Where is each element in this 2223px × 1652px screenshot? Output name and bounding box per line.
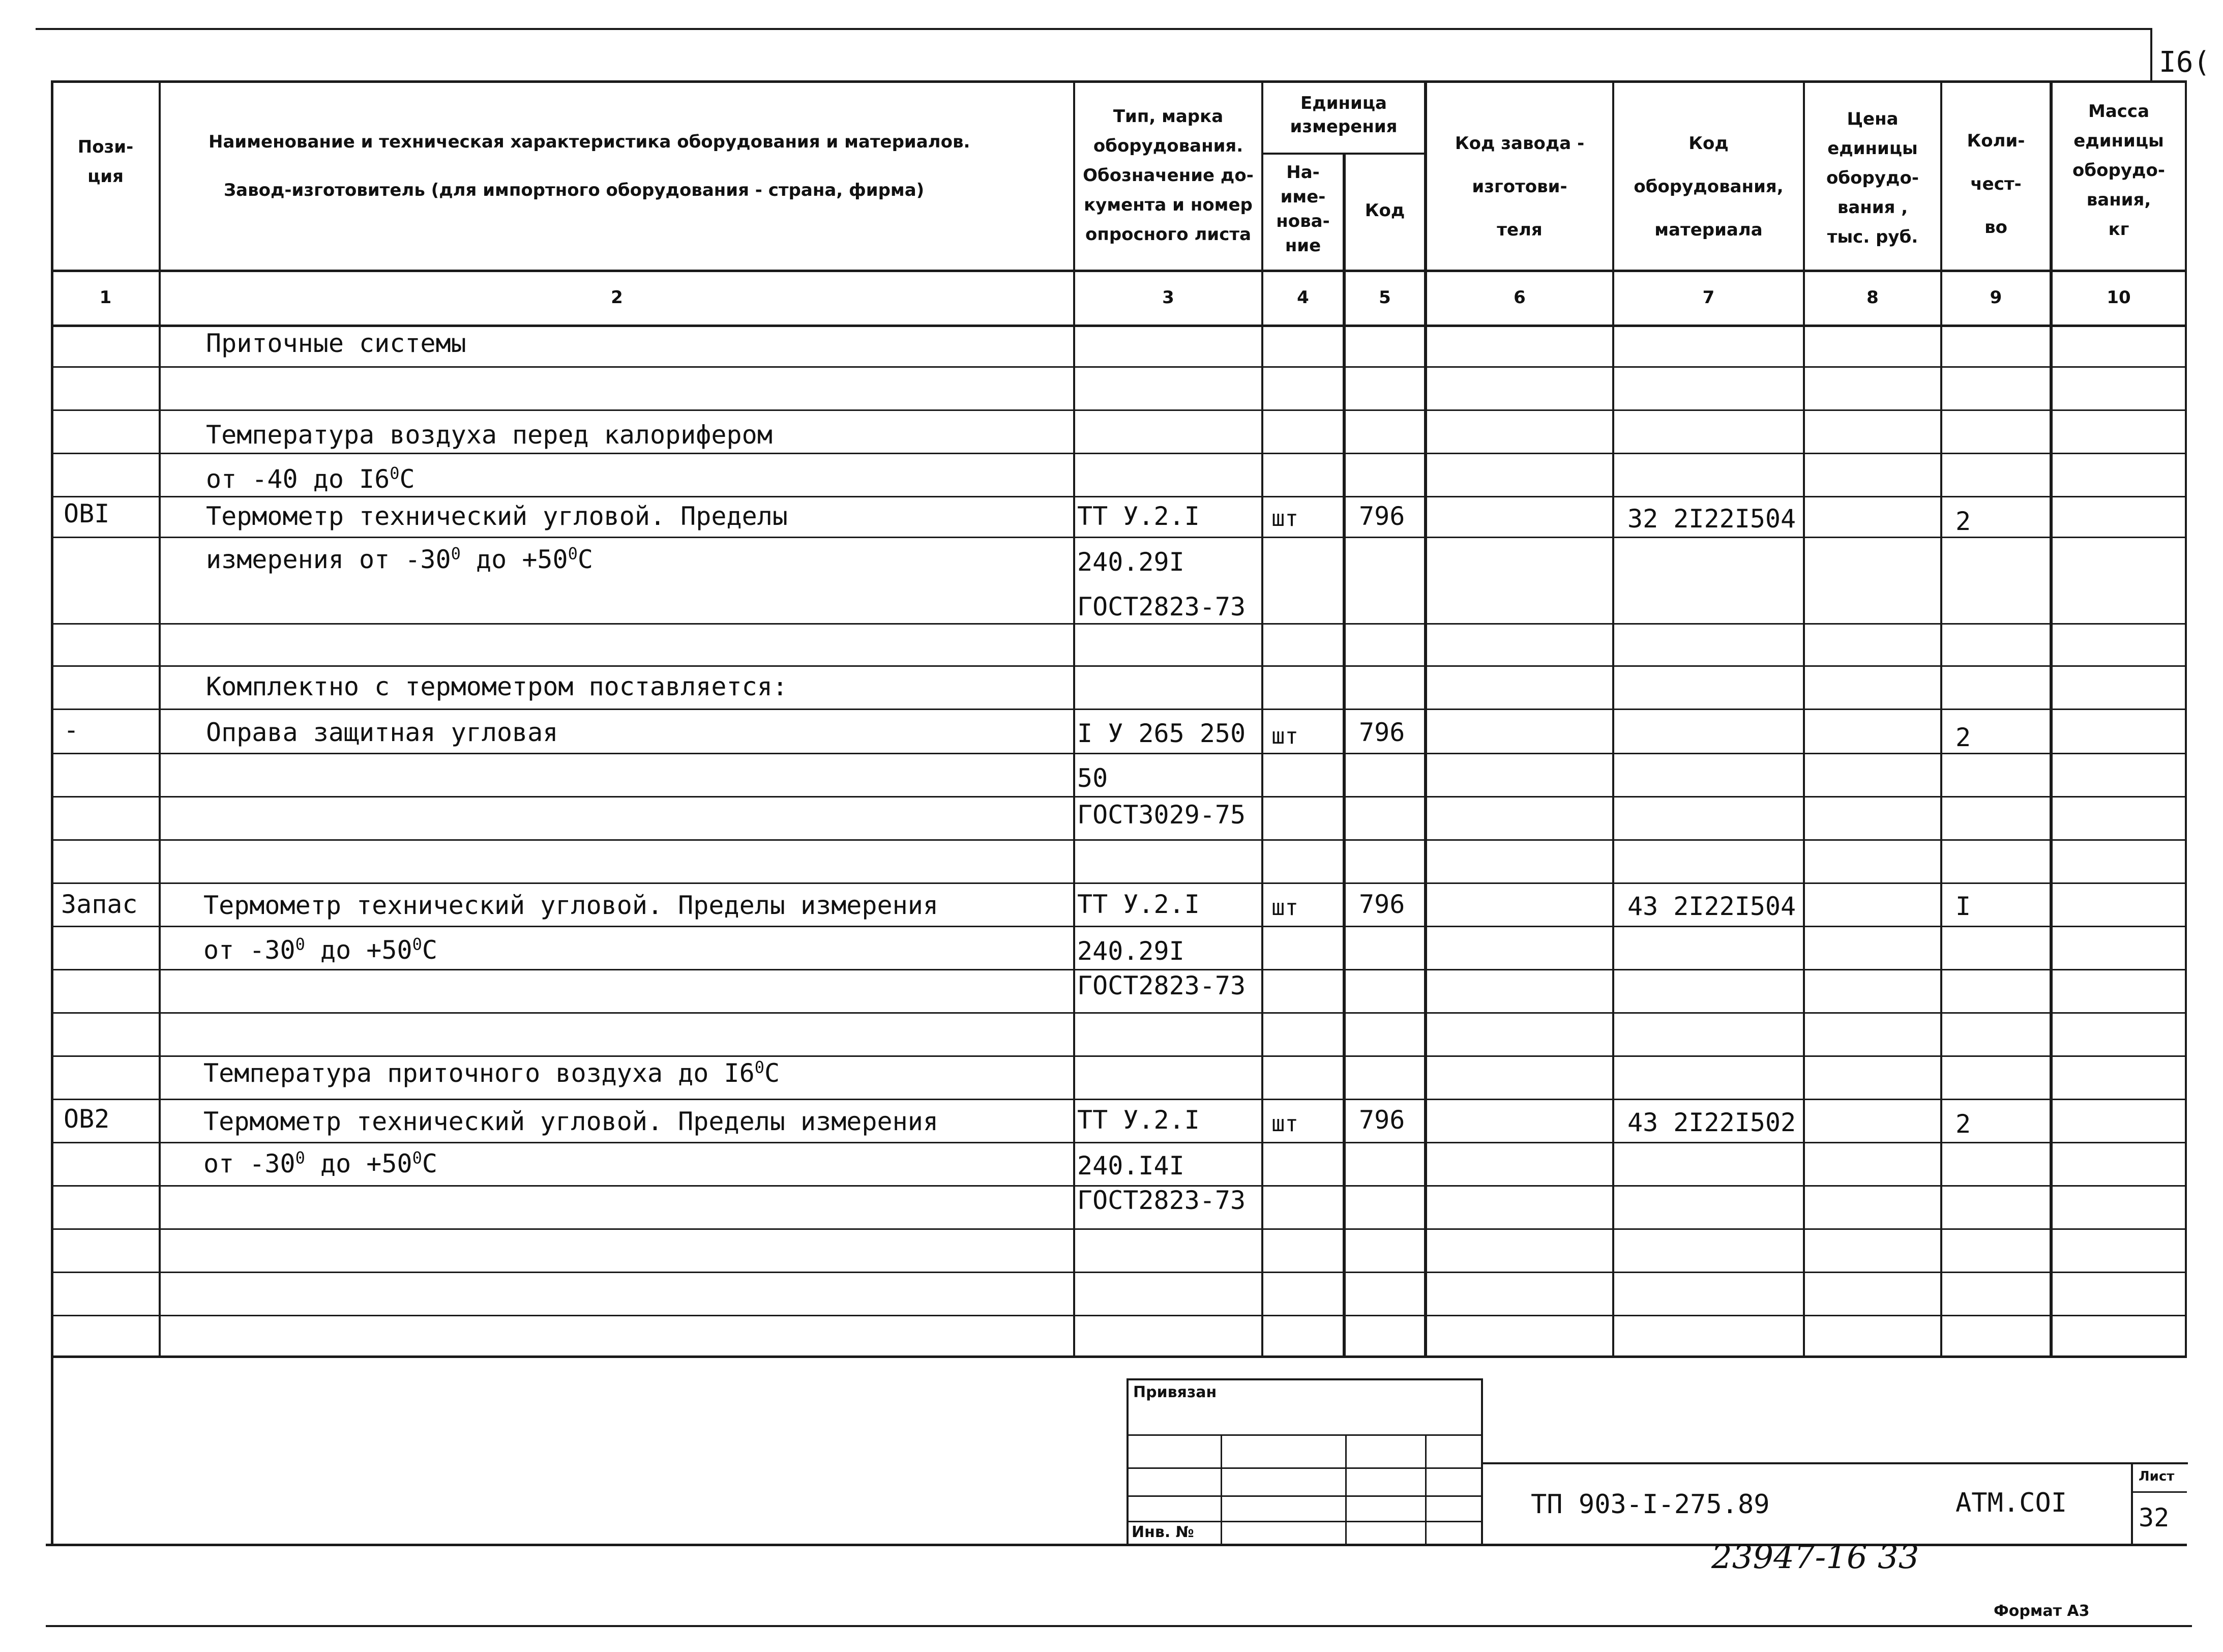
row-line [51,1272,2187,1273]
unit-name: шт [1271,723,1298,749]
table-body-bottom-line [51,1355,2187,1358]
type-mark: ТТ У.2.I [1077,890,1200,919]
colnum-bottom-line [51,324,2187,327]
item-name: Оправа защитная угловая [206,718,558,747]
row-line [51,366,2187,368]
type-mark: 240.I4I [1077,1151,1184,1181]
top-border-line [36,28,2151,30]
col-line-5 [1424,80,1427,1357]
row-line [51,839,2187,841]
supplied-with-note: Комплектно с термометром поставляется: [206,672,788,701]
item-name-cont: измерения от $-30^0$ до $+50^0C$ [206,544,593,574]
row-line [51,537,2187,538]
header-equipment-code: Код оборудования, материала [1634,133,1784,240]
row-line [51,1012,2187,1014]
unit-name: шт [1271,895,1298,921]
colnum-7: 7 [1702,287,1715,308]
standard: ГОСТ2823-73 [1077,1186,1246,1215]
position-dash: - [64,715,79,745]
standard: ГОСТ3029-75 [1077,800,1246,830]
row-line [51,623,2187,625]
page-number-box-left [2150,28,2152,81]
sheet-box-left [2131,1462,2133,1546]
position-ov2: ОВ2 [64,1104,110,1134]
col-line-2 [1073,80,1075,1357]
col-line-1 [159,80,161,1357]
subsection-supply-air-temp: Температура приточного воздуха до $I6^0C$ [203,1057,780,1088]
header-unit-group: Единица измерения [1290,93,1398,137]
privyazan-label: Привязан [1133,1383,1217,1401]
standard: ГОСТ2823-73 [1077,971,1246,1000]
position-ov1: ОВI [64,499,110,528]
row-line [51,496,2187,497]
standard: ГОСТ2823-73 [1077,592,1246,622]
quantity: 2 [1955,507,1971,536]
colnum-5: 5 [1379,287,1391,308]
header-name-line2: Завод-изготовитель (для импортного оборудования - страна, фирма) [224,180,925,200]
col-line-3 [1261,80,1263,1357]
type-mark: 240.29I [1077,547,1184,577]
header-manufacturer-code: Код завода - изготови- теля [1455,133,1585,240]
quantity: 2 [1955,723,1971,752]
range-text: от -40 до $I6^0C$ [206,463,415,494]
header-type: Тип, марка оборудования. Обозначение до- кумента и номер опросного листа [1083,106,1254,245]
row-line [51,1142,2187,1143]
stamp-col-line [1425,1434,1427,1545]
equipment-code: 43 2I22I502 [1627,1108,1796,1137]
inventory-number-label: Инв. № [1132,1523,1194,1541]
colnum-4: 4 [1297,287,1309,308]
col-line-8 [1940,80,1942,1357]
type-mark: ТТ У.2.I [1077,501,1200,531]
row-line [51,926,2187,927]
unit-code: 796 [1359,1105,1405,1135]
unit-code: 796 [1359,718,1405,747]
col-line-6 [1612,80,1614,1357]
doc-code-top-line [1481,1462,2188,1464]
col-line-4 [1343,153,1346,1357]
header-unit-name: На- име- нова- ние [1276,162,1330,256]
row-line [51,409,2187,411]
item-name-cont: от $-30^0$ до $+50^0C$ [203,934,437,965]
col-line-7 [1803,80,1805,1357]
row-line [51,882,2187,884]
header-position: Пози- ция [77,137,134,187]
stamp-row-line [1127,1495,1483,1497]
unit-code: 796 [1359,890,1405,919]
row-line [51,665,2187,667]
row-line [51,1315,2187,1316]
row-line [51,753,2187,754]
unit-name: шт [1271,506,1298,532]
unit-name: шт [1271,1111,1298,1137]
type-mark-cont: 50 [1077,763,1108,793]
colnum-8: 8 [1866,287,1879,308]
colnum-2: 2 [611,287,623,308]
subsection-air-temp-before-heater: Температура воздуха перед калорифером [206,420,773,450]
equipment-code: 32 2I22I504 [1627,504,1796,534]
equipment-code: 43 2I22I504 [1627,892,1796,921]
header-name-line1: Наименование и техническая характеристика оборудования и материалов. [209,132,970,152]
row-line [51,796,2187,798]
doc-mark: АТМ.СОI [1955,1488,2067,1518]
unit-code: 796 [1359,501,1405,531]
row-line [51,709,2187,710]
header-mass: Масса единицы оборудо- вания, кг [2072,101,2165,240]
bottom-border-line [46,1625,2192,1627]
header-price: Цена единицы оборудо- вания , тыс. руб. [1826,109,1919,247]
row-line [51,453,2187,454]
stamp-row-line [1127,1467,1483,1469]
stamp-col-line [1345,1434,1347,1545]
colnum-1: 1 [99,287,112,308]
handwritten-number: 23947-16 33 [1711,1539,1919,1576]
stamp-box-top [1127,1378,1483,1380]
type-mark: ТТ У.2.I [1077,1105,1200,1135]
item-name: Термометр технический угловой. Пределы измерения [203,1107,938,1136]
sheet-box-mid [2131,1491,2187,1493]
quantity: I [1955,892,1971,921]
type-mark: 240.29I [1077,936,1184,966]
doc-code: ТП 903-I-275.89 [1531,1489,1770,1520]
stamp-row-line [1127,1434,1483,1436]
item-name: Термометр технический угловой. Пределы измерения [203,891,938,920]
sheet-number: 32 [2139,1503,2170,1532]
section-title-supply-systems: Приточные системы [206,329,466,358]
col-line-10 [2185,80,2187,1357]
header-quantity: Коли- чест- во [1967,131,2025,238]
page-number: I6( [2159,46,2211,79]
stamp-col-line [1221,1434,1222,1545]
sheet-label: Лист [2139,1469,2175,1484]
stamp-row-line [1127,1521,1483,1522]
row-line [51,1099,2187,1100]
header-bottom-line [51,270,2187,272]
quantity: 2 [1955,1109,1971,1139]
item-name-cont: от $-30^0$ до $+50^0C$ [203,1148,437,1178]
colnum-10: 10 [2107,287,2131,308]
table-top-line [51,80,2187,83]
colnum-3: 3 [1162,287,1174,308]
col-line-9 [2050,80,2053,1357]
colnum-6: 6 [1514,287,1526,308]
format-label: Формат А3 [1994,1602,2090,1620]
colnum-9: 9 [1990,287,2002,308]
position-reserve: Запас [61,890,138,919]
header-unit-code: Код [1365,200,1405,221]
type-mark: I У 265 250 [1077,719,1246,748]
item-name: Термометр технический угловой. Пределы [206,501,788,531]
row-line [51,1228,2187,1230]
row-line [51,1055,2187,1057]
